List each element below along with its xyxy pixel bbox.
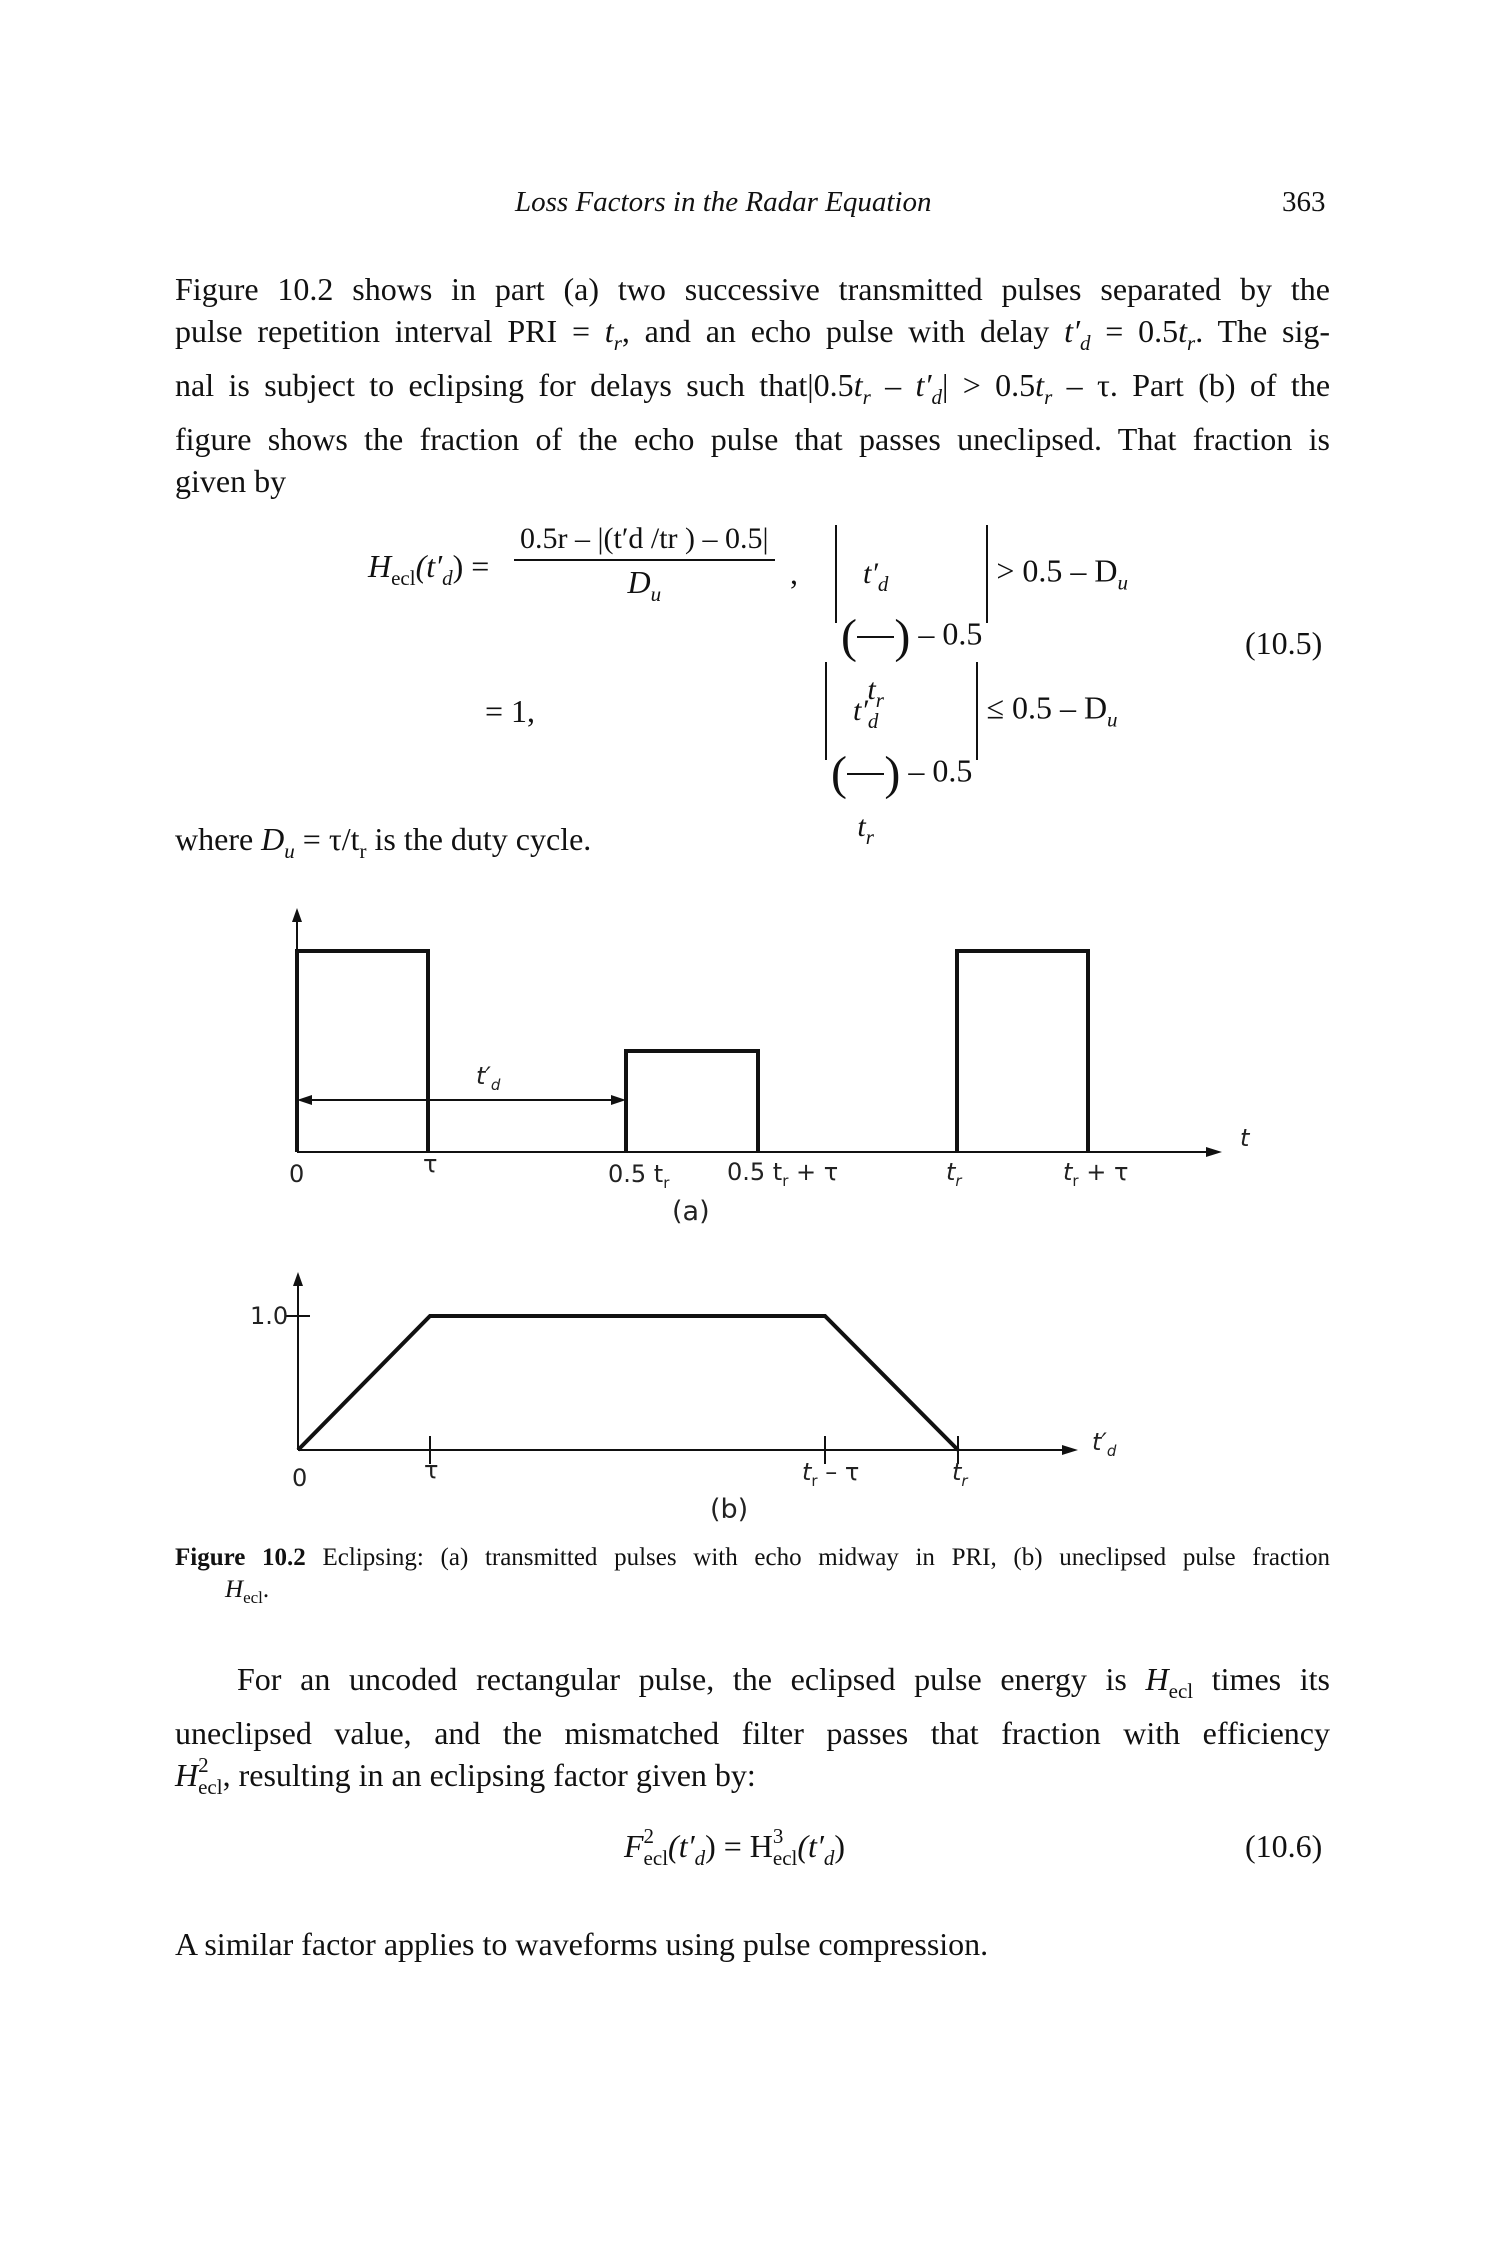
tick-zero: 0 xyxy=(289,1160,305,1188)
text-line: Figure 10.2 shows in part (a) two successive transmitted pulses separated by the xyxy=(175,271,1330,307)
tick-tau: τ xyxy=(423,1150,438,1178)
tick-half-tr-plus-tau: 0.5 $t_r + \tau$ xyxy=(727,1158,839,1190)
text-line: figure shows the fraction of the echo pulse that passes uneclipsed. That fraction is xyxy=(175,421,1330,457)
paragraph-pulse-compression: A similar factor applies to waveforms using pulse compression. xyxy=(175,1926,989,1962)
equation-10-5-row2-lhs: = 1, xyxy=(485,693,536,729)
transmitted-pulse-1 xyxy=(297,951,428,1152)
x-axis-arrow xyxy=(1062,1445,1078,1455)
text-line: For an uncoded rectangular pulse, the eclipsed pulse energy is $H_{ecl}$ times its xyxy=(237,1661,1331,1703)
text-line: pulse repetition interval PRI = $t_r$, and an echo pulse with delay $t'_d = 0.5t_r$. The sig- xyxy=(175,313,1331,355)
tick-tr: $t_r$ xyxy=(946,1158,962,1190)
equation-10-5-condition-2: ( $\frac{t'_d}{t_r}$ ) – $0.5 \le 0.5 - D_u$ xyxy=(825,662,1118,760)
tick-half-tr: 0.5 $t_r$ xyxy=(608,1160,670,1192)
y-axis-arrow xyxy=(292,908,302,922)
label-zero: 0 xyxy=(292,1464,308,1492)
text-line: $H^2_{ecl}$, resulting in an eclipsing factor given by: xyxy=(175,1753,756,1799)
label-tr: $t_r$ xyxy=(952,1458,968,1490)
td-label: $t'_d$ xyxy=(476,1062,501,1094)
x-axis-label: $t'_d$ xyxy=(1092,1428,1117,1460)
fraction-curve xyxy=(298,1316,958,1450)
equation-10-5-fraction: $\frac{0.5r - |(t'd /tr ) - 0.5|}{D_u}$ xyxy=(514,522,775,607)
caption-label: Figure 10.2 xyxy=(175,1544,306,1571)
equation-10-6: $F^2_{ecl}(t'_d) = H^3_{ecl}(t'_d)$ xyxy=(624,1824,846,1870)
label-tr-minus-tau: $t_r$ – τ xyxy=(802,1458,860,1490)
paragraph-intro xyxy=(175,268,1330,502)
t-axis-label: t xyxy=(1240,1124,1250,1152)
label-tau: τ xyxy=(424,1456,439,1484)
delay-arrow-right xyxy=(611,1095,626,1105)
equation-10-5-condition-1: ( $\frac{t'_d}{t_r}$ ) – $0.5 > 0.5 - D_u$ xyxy=(835,525,1128,623)
paragraph-rectangular-pulse xyxy=(175,1658,1330,1808)
figure-a-pulse-diagram xyxy=(0,890,1500,1250)
echo-pulse xyxy=(626,1051,758,1152)
delay-arrow-left xyxy=(297,1095,312,1105)
text-line: given by xyxy=(175,463,287,499)
page-number: 363 xyxy=(1282,186,1326,218)
paragraph-duty-cycle: where $D_u = \tau/t_r$ is the duty cycle. xyxy=(175,821,592,863)
running-header-title: Loss Factors in the Radar Equation xyxy=(515,186,932,218)
panel-label-b: (b) xyxy=(710,1494,749,1525)
text-line: nal is subject to eclipsing for delays such $that|0.5t_r - t'_d| > 0.5t_r - \tau$. Part (b) of the xyxy=(175,367,1331,409)
label-one: 1.0 xyxy=(250,1302,289,1330)
figure-b-uneclipsed-fraction xyxy=(0,1260,1500,1530)
tick-tr-plus-tau: $t_r + \tau$ xyxy=(1063,1158,1129,1190)
equation-comma: , xyxy=(790,555,798,591)
transmitted-pulse-2 xyxy=(957,951,1088,1152)
figure-caption: Figure 10.2 Eclipsing: (a) transmitted pulses with echo midway in PRI, (b) uneclipsed pulse fraction $H_{ecl}$. xyxy=(175,1544,1330,1607)
equation-number-10-5: (10.5) xyxy=(1245,625,1323,661)
y-axis-arrow xyxy=(293,1272,303,1286)
text-line: uneclipsed value, and the mismatched filter passes that fraction with efficiency xyxy=(175,1715,1330,1751)
equation-number-10-6: (10.6) xyxy=(1245,1828,1323,1864)
t-axis-arrow xyxy=(1206,1147,1222,1157)
equation-10-5-lhs: $H_{ecl}(t'_d)$ = xyxy=(368,548,490,590)
panel-label-a: (a) xyxy=(672,1196,710,1227)
